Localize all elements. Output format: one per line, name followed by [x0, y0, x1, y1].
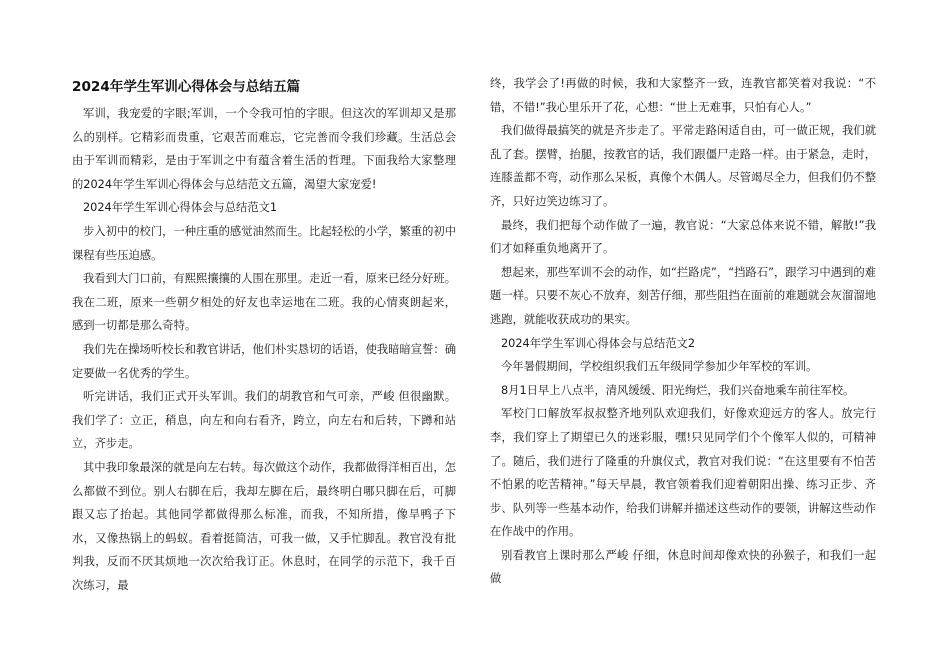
left-column — [72, 72, 456, 597]
paragraph: 我们先在操场听校长和教官讲话，他们朴实恳切的话语，使我暗暗宣誓：确定要做一名优秀的学生。 — [72, 342, 456, 380]
section-heading: 2024年学生军训心得体会与总结范文2 — [501, 336, 696, 350]
paragraph: 我看到大门口前，有熙熙攘攘的人围在那里。走近一看，原来已经分好班。我在二班，原来一些朝夕相处的好友也幸运地在二班。我的心情爽朗起来，感到一切都是那么奇特。 — [72, 272, 456, 333]
paragraph: 8月1日早上八点半，清风缓缓、阳光绚烂，我们兴奋地乘车前往军校。 — [501, 383, 855, 397]
paragraph-continued: 终，我学会了!再做的时候，我和大家整齐一致，连教官都笑着对我说：“不错，不错!”我心里乐开了花，心想：“世上无难事，只怕有心人。” — [490, 77, 876, 114]
paragraph: 我们做得最搞笑的就是齐步走了。平常走路闲适自由，可一做正规，我们就乱了套。摆臂，抬腿，按教官的话，我们跟僵尸走路一样。由于紧急，走时，连膝盖都不弯，动作那么呆板，真像个木偶人。尽管竭尽全力，但我们仍不整齐，只好边笑边练习了。 — [490, 124, 876, 208]
document-title: 2024年学生军训心得体会与总结五篇 — [72, 79, 301, 95]
paragraph: 别看教官上课时那么严峻 仔细，休息时间却像欢快的孙猴子，和我们一起做 — [490, 548, 876, 586]
paragraph: 其中我印象最深的就是向左右转。每次做这个动作，我都做得洋相百出，怎么都做不到位。别人右脚在后，我却左脚在后，最终明白哪只脚在后，可脚跟又忘了抬起。其他同学都做得那么标准，而我，不知所措，像旱鸭子下水，又像热锅上的蚂蚁。看着挺简洁，可我一做，又手忙脚乱。教官没有批判我，反而不厌其烦地一次次给我订正。休息时，在同学的示范下，我千百次练习，最 — [72, 460, 456, 592]
paragraph: 军校门口解放军叔叔整齐地列队欢迎我们，好像欢迎远方的客人。放完行李，我们穿上了期望已久的迷彩服，嘿!只见同学们个个像军人似的，可精神了。随后，我们进行了隆重的升旗仪式，教官对我们说：“在这里要有不怕苦不怕累的吃苦精神。”每天早晨，教官领着我们迎着朝阳出操、练习正步、齐步、队列等一些基本动作，给我们讲解并描述这些动作的要领，讲解这些动作在作战中的作用。 — [490, 407, 876, 539]
right-column — [490, 72, 876, 591]
paragraph: 步入初中的校门，一种庄重的感觉油然而生。比起轻松的小学，繁重的初中课程有些压迫感。 — [72, 224, 456, 262]
paragraph: 军训，我宠爱的字眼;军训，一个令我可怕的字眼。但这次的军训却又是那么的别样。它精彩而贵重，它艰苦而难忘，它完善而令我们珍藏。生活总会由于军训而精彩，是由于军训之中有蕴含着生活的哲理。下面我给大家整理的2024年学生军训心得体会与总结范文五篇，渴望大家宠爱! — [72, 107, 456, 191]
paragraph: 最终，我们把每个动作做了一遍，教官说：“大家总体来说不错，解散!”我们才如释重负地离开了。 — [490, 218, 876, 256]
paragraph: 今年暑假期间，学校组织我们五年级同学参加少年军校的军训。 — [501, 360, 818, 374]
paragraph: 听完讲话，我们正式开头军训。我们的胡教官和气可亲，严峻 但很幽默。我们学了：立正，稍息，向左和向右看齐，跨立，向左右和后转，下蹲和站立，齐步走。 — [72, 390, 456, 451]
section-heading: 2024年学生军训心得体会与总结范文1 — [83, 201, 278, 215]
paragraph: 想起来，那些军训不会的动作，如“拦路虎”，“挡路石”，跟学习中遇到的难题一样。只要不灰心不放弃，刻苦仔细，那些阻挡在面前的难题就会灰溜溜地逃跑，就能收获成功的果实。 — [490, 265, 876, 326]
